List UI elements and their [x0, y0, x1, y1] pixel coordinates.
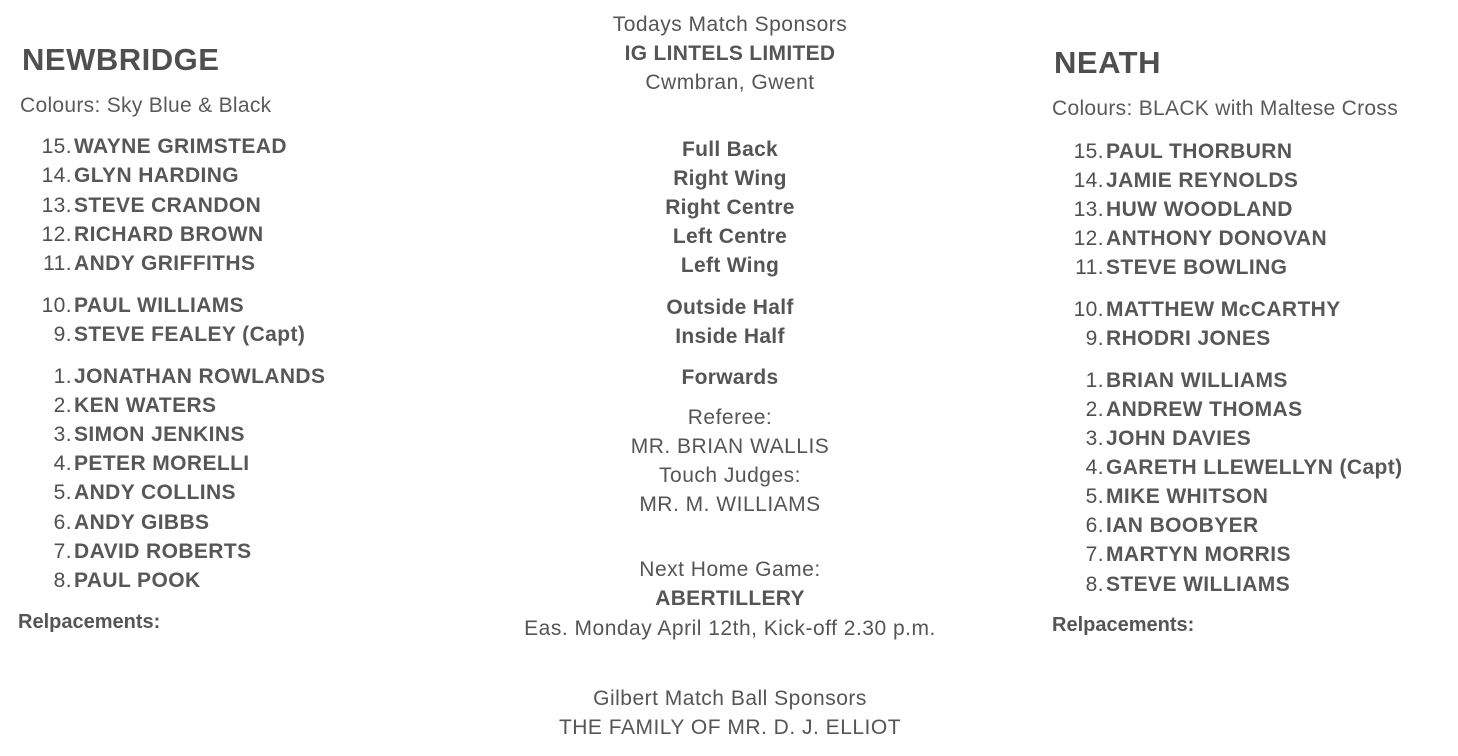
- next-game-opponent: ABERTILLERY: [655, 587, 805, 610]
- player-name: DAVID ROBERTS: [74, 540, 252, 563]
- sponsor-location: Cwmbran, Gwent: [645, 71, 815, 94]
- away-player-row: [1052, 137, 1292, 166]
- position-label: Right Wing: [673, 167, 787, 190]
- player-number: 8.: [53, 569, 72, 592]
- player-number: 13.: [41, 194, 72, 217]
- player-number: 11.: [1075, 256, 1104, 279]
- player-name: ANTHONY DONOVAN: [1106, 227, 1328, 250]
- position-label: Left Wing: [680, 254, 780, 277]
- home-player-row: [20, 220, 264, 249]
- player-name: STEVE BOWLING: [1106, 256, 1288, 279]
- player-number: 1.: [1085, 369, 1104, 392]
- player-number: 4.: [53, 452, 72, 475]
- player-name: RICHARD BROWN: [74, 223, 264, 246]
- player-number: 10.: [1073, 298, 1104, 321]
- position-label: Forwards: [681, 366, 779, 389]
- player-number: 15.: [41, 135, 72, 158]
- player-name: ANDY GIBBS: [74, 511, 210, 534]
- ball-sponsor-name: THE FAMILY OF MR. D. J. ELLIOT: [558, 716, 902, 739]
- away-player-row: [1052, 324, 1271, 353]
- player-number: 14.: [41, 164, 72, 187]
- player-name: MARTYN MORRIS: [1106, 543, 1291, 566]
- home-player-row: [20, 362, 325, 391]
- home-team-colours: Colours: Sky Blue & Black: [20, 94, 272, 117]
- player-number: 1.: [53, 365, 72, 388]
- home-player-row: [20, 320, 305, 349]
- position-label: Right Centre: [665, 196, 795, 219]
- player-number: 2.: [1085, 398, 1104, 421]
- player-name: STEVE CRANDON: [74, 194, 262, 217]
- sponsors-heading: Todays Match Sponsors: [612, 13, 848, 36]
- player-number: 11.: [43, 252, 72, 275]
- player-name: PAUL POOK: [74, 569, 201, 592]
- home-player-row: [20, 508, 209, 537]
- player-name: JONATHAN ROWLANDS: [74, 365, 326, 388]
- referee-label: Referee:: [687, 406, 773, 429]
- player-name: IAN BOOBYER: [1106, 514, 1259, 537]
- away-player-row: [1052, 395, 1303, 424]
- home-player-row: [20, 291, 244, 320]
- away-player-row: [1052, 253, 1287, 282]
- away-player-row: [1052, 511, 1259, 540]
- player-number: 2.: [53, 394, 72, 417]
- player-name: STEVE FEALEY (Capt): [74, 323, 306, 346]
- next-game-details: Eas. Monday April 12th, Kick-off 2.30 p.m.: [524, 617, 936, 640]
- position-label: Inside Half: [675, 325, 785, 348]
- away-player-row: [1052, 482, 1268, 511]
- home-player-row: [20, 449, 250, 478]
- player-number: 7.: [1085, 543, 1104, 566]
- player-number: 12.: [1073, 227, 1104, 250]
- away-player-row: [1052, 453, 1403, 482]
- player-number: 13.: [1073, 198, 1104, 221]
- home-player-row: [20, 191, 261, 220]
- player-name: ANDREW THOMAS: [1106, 398, 1303, 421]
- player-number: 14.: [1073, 169, 1104, 192]
- player-number: 4.: [1085, 456, 1104, 479]
- home-replacements-label: Relpacements:: [18, 611, 161, 633]
- player-name: BRIAN WILLIAMS: [1106, 369, 1288, 392]
- away-team-name: NEATH: [1054, 45, 1161, 80]
- player-name: PAUL THORBURN: [1106, 140, 1293, 163]
- home-player-row: [20, 537, 252, 566]
- away-player-row: [1052, 166, 1298, 195]
- player-number: 7.: [53, 540, 72, 563]
- away-replacements-label: Relpacements:: [1052, 614, 1195, 636]
- home-player-row: [20, 566, 201, 595]
- touch-judges-name: MR. M. WILLIAMS: [639, 493, 821, 516]
- player-name: SIMON JENKINS: [74, 423, 245, 446]
- position-label: Full Back: [681, 138, 779, 161]
- player-name: PETER MORELLI: [74, 452, 250, 475]
- player-number: 5.: [1085, 485, 1104, 508]
- home-player-row: [20, 161, 239, 190]
- player-name: MIKE WHITSON: [1106, 485, 1269, 508]
- away-player-row: [1052, 195, 1293, 224]
- home-team-name: NEWBRIDGE: [22, 42, 220, 77]
- player-name: KEN WATERS: [74, 394, 217, 417]
- player-number: 5.: [53, 481, 72, 504]
- player-name: STEVE WILLIAMS: [1106, 573, 1291, 596]
- away-player-row: [1052, 570, 1290, 599]
- away-team-colours: Colours: BLACK with Maltese Cross: [1052, 97, 1399, 120]
- touch-judges-label: Touch Judges:: [659, 464, 801, 487]
- away-player-row: [1052, 224, 1327, 253]
- player-name: MATTHEW McCARTHY: [1106, 298, 1341, 321]
- player-name: GLYN HARDING: [74, 164, 240, 187]
- player-number: 9.: [53, 323, 72, 346]
- referee-name: MR. BRIAN WALLIS: [630, 435, 830, 458]
- player-name: JAMIE REYNOLDS: [1106, 169, 1299, 192]
- player-name: PAUL WILLIAMS: [74, 294, 245, 317]
- home-player-row: [20, 478, 236, 507]
- player-number: 3.: [53, 423, 72, 446]
- player-number: 8.: [1085, 573, 1104, 596]
- sponsor-name: IG LINTELS LIMITED: [624, 42, 836, 65]
- player-number: 9.: [1085, 327, 1104, 350]
- player-number: 6.: [1085, 514, 1104, 537]
- player-number: 6.: [53, 511, 72, 534]
- player-name: RHODRI JONES: [1106, 327, 1271, 350]
- player-name: JOHN DAVIES: [1106, 427, 1252, 450]
- away-player-row: [1052, 540, 1291, 569]
- away-player-row: [1052, 424, 1251, 453]
- home-player-row: [20, 420, 245, 449]
- player-name: WAYNE GRIMSTEAD: [74, 135, 287, 158]
- player-number: 3.: [1085, 427, 1104, 450]
- away-player-row: [1052, 366, 1288, 395]
- position-label: Left Centre: [672, 225, 788, 248]
- player-name: ANDY GRIFFITHS: [74, 252, 256, 275]
- away-player-row: [1052, 295, 1341, 324]
- home-player-row: [20, 132, 287, 161]
- next-game-label: Next Home Game:: [639, 558, 821, 581]
- position-label: Outside Half: [666, 296, 794, 319]
- home-player-row: [20, 391, 216, 420]
- player-name: HUW WOODLAND: [1106, 198, 1293, 221]
- player-name: ANDY COLLINS: [74, 481, 236, 504]
- player-name: GARETH LLEWELLYN (Capt): [1106, 456, 1403, 479]
- ball-sponsor-label: Gilbert Match Ball Sponsors: [593, 687, 867, 710]
- player-number: 15.: [1073, 140, 1104, 163]
- home-player-row: [20, 249, 255, 278]
- player-number: 10.: [41, 294, 72, 317]
- player-number: 12.: [41, 223, 72, 246]
